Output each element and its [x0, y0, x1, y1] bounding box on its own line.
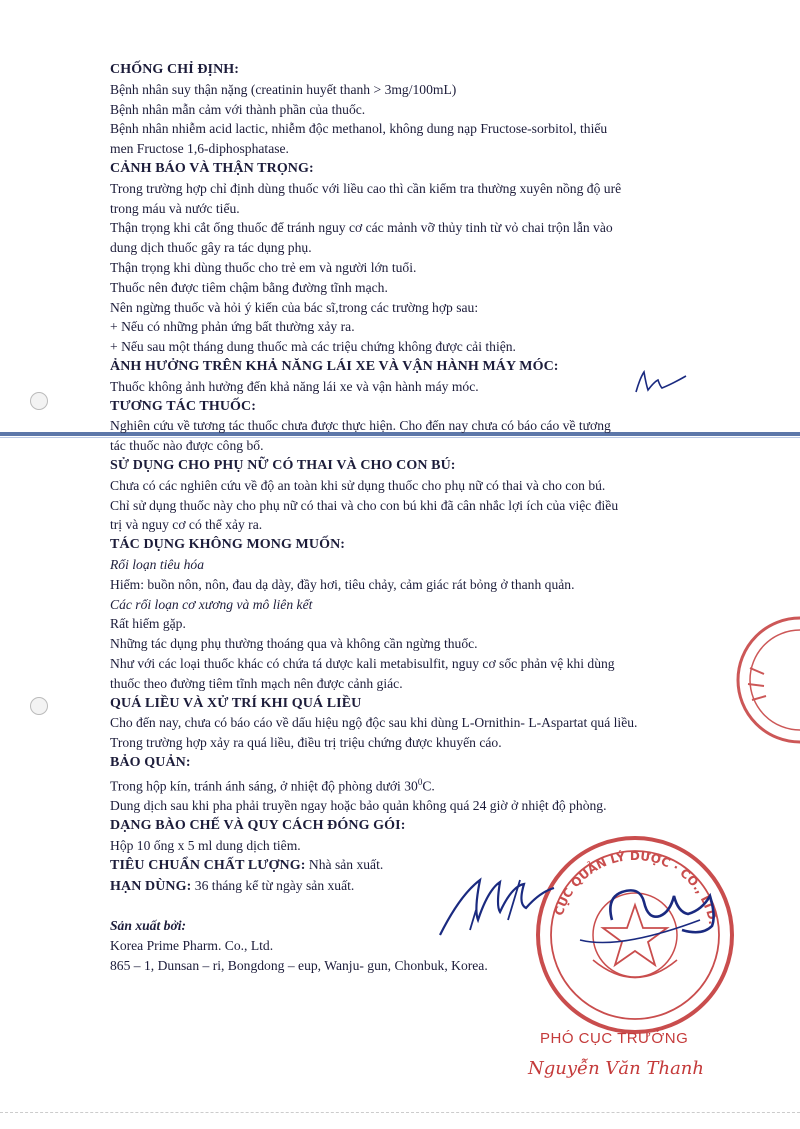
section-heading: DẠNG BÀO CHẾ VÀ QUY CÁCH ĐÓNG GÓI: — [110, 817, 406, 833]
section-heading: CHỐNG CHỈ ĐỊNH: — [110, 62, 240, 77]
text-line: Hộp 10 ống x 5 ml dung dịch tiêm. — [110, 837, 301, 853]
text-line: Nên ngừng thuốc và hỏi ý kiến của bác sĩ,trong các trường hợp sau: — [110, 299, 479, 315]
text-line: Rất hiếm gặp. — [110, 616, 186, 632]
storage-text: Trong hộp kín, tránh ánh sáng, ở nhiệt độ phòng dưới 30 — [110, 778, 418, 794]
section-heading: BẢO QUẢN: — [110, 754, 191, 770]
standard-value: Nhà sản xuất. — [305, 857, 384, 873]
text-line: thuốc theo đường tiêm tĩnh mạch nên được cảnh giác. — [110, 675, 403, 691]
section-heading: SỬ DỤNG CHO PHỤ NỮ CÓ THAI VÀ CHO CON BÚ: — [110, 457, 456, 473]
text-line: Chỉ sử dụng thuốc này cho phụ nữ có thai và cho con bú khi đã cân nhắc lợi ích của việc điều — [110, 497, 619, 513]
standard-label: TIÊU CHUẨN CHẤT LƯỢNG: — [110, 858, 306, 874]
signer-title: PHÓ CỤC TRƯỞNG — [540, 1030, 689, 1047]
storage-unit: C. — [422, 778, 435, 794]
text-line: + Nếu sau một tháng dung thuốc mà các triệu chứng không được cải thiện. — [110, 339, 516, 355]
signer-name: Nguyễn Văn Thanh — [528, 1058, 704, 1079]
text-line: trị và nguy cơ có thể xảy ra. — [110, 517, 263, 533]
degree-superscript: 0 — [417, 776, 423, 787]
text-line: + Nếu có những phản ứng bất thường xảy ra. — [110, 319, 355, 335]
partial-stamp — [738, 618, 800, 742]
section-heading: TÁC DỤNG KHÔNG MONG MUỐN: — [110, 537, 346, 553]
text-line: Trong trường hợp xảy ra quá liều, điều trị triệu chứng được khuyến cáo. — [110, 735, 502, 751]
expiry-value: 36 tháng kể từ ngày sản xuất. — [191, 878, 355, 894]
text-line: Những tác dụng phụ thường thoáng qua và không cần ngừng thuốc. — [110, 636, 478, 652]
text-line: Chưa có các nghiên cứu về độ an toàn khi sử dụng thuốc cho phụ nữ có thai và cho con bú. — [110, 477, 606, 493]
text-line: Hiếm: buồn nôn, nôn, đau dạ dày, đầy hơi, tiêu chảy, cảm giác rát bỏng ở thanh quản. — [110, 576, 575, 592]
text-line: Thuốc nên được tiêm chậm bằng đường tĩnh mạch. — [110, 279, 388, 295]
text-line: Bệnh nhân mẫn cảm với thành phần của thuốc. — [110, 101, 366, 117]
text-line: trong máu và nước tiểu. — [110, 200, 240, 216]
subheading: Rối loạn tiêu hóa — [110, 556, 205, 572]
section-heading: ẢNH HƯỞNG TRÊN KHẢ NĂNG LÁI XE VÀ VẬN HÀNH MÁY MÓC: — [110, 358, 559, 374]
text-line: Bệnh nhân suy thận nặng (creatinin huyết thanh > 3mg/100mL) — [110, 81, 457, 97]
text-line: Cho đến nay, chưa có báo cáo về dấu hiệu ngộ độc sau khi dùng L-Ornithin- L-Aspartat quá liều. — [110, 715, 638, 731]
section-heading: CẢNH BÁO VÀ THẬN TRỌNG: — [110, 160, 314, 176]
text-line: dung dịch thuốc gây ra tác dụng phụ. — [110, 240, 312, 256]
text-line: tác thuốc nào được công bố. — [110, 438, 264, 454]
initials-mark — [636, 372, 686, 392]
stamp-text: CỤC QUẢN LÝ DƯỢC · CO., LTD. — [551, 848, 721, 926]
subheading: Các rối loạn cơ xương và mô liên kết — [110, 596, 313, 612]
expiry-label: HẠN DÙNG: — [110, 879, 192, 895]
text-line: Thận trọng khi cắt ống thuốc để tránh nguy cơ các mảnh vỡ thủy tinh từ vỏ chai trộn lẫn vào — [110, 220, 613, 236]
section-heading: QUÁ LIỀU VÀ XỬ TRÍ KHI QUÁ LIỀU — [110, 695, 362, 711]
section-heading: TƯƠNG TÁC THUỐC: — [110, 398, 257, 414]
text-line: Như với các loại thuốc khác có chứa tá dược kali metabisulfit, nguy cơ sốc phản vệ khi dùng — [110, 655, 615, 671]
manufacturer-label: Sản xuất bởi: — [110, 918, 187, 933]
manufacturer-address: 865 – 1, Dunsan – ri, Bongdong – eup, Wanju- gun, Chonbuk, Korea. — [110, 957, 488, 973]
text-line: Bệnh nhân nhiễm acid lactic, nhiễm độc methanol, không dung nạp Fructose-sorbitol, thiếu — [110, 121, 608, 137]
text-line: Nghiên cứu về tương tác thuốc chưa được thực hiện. Cho đến nay chưa có báo cáo về tương — [110, 418, 611, 434]
text-line: Thuốc không ảnh hưởng đến khả năng lái xe và vận hành máy móc. — [110, 378, 479, 394]
text-line: men Fructose 1,6-diphosphatase. — [110, 141, 289, 157]
text-line: Thận trọng khi dùng thuốc cho trẻ em và người lớn tuổi. — [110, 259, 417, 275]
text-line: Trong trường hợp chỉ định dùng thuốc với liều cao thì cần kiểm tra thường xuyên nồng độ urê — [110, 180, 622, 196]
text-line: Dung dịch sau khi pha phải truyền ngay hoặc bảo quản không quá 24 giờ ở nhiệt độ phòng. — [110, 798, 607, 814]
manufacturer-name: Korea Prime Pharm. Co., Ltd. — [110, 937, 274, 953]
official-stamp — [538, 838, 732, 1032]
